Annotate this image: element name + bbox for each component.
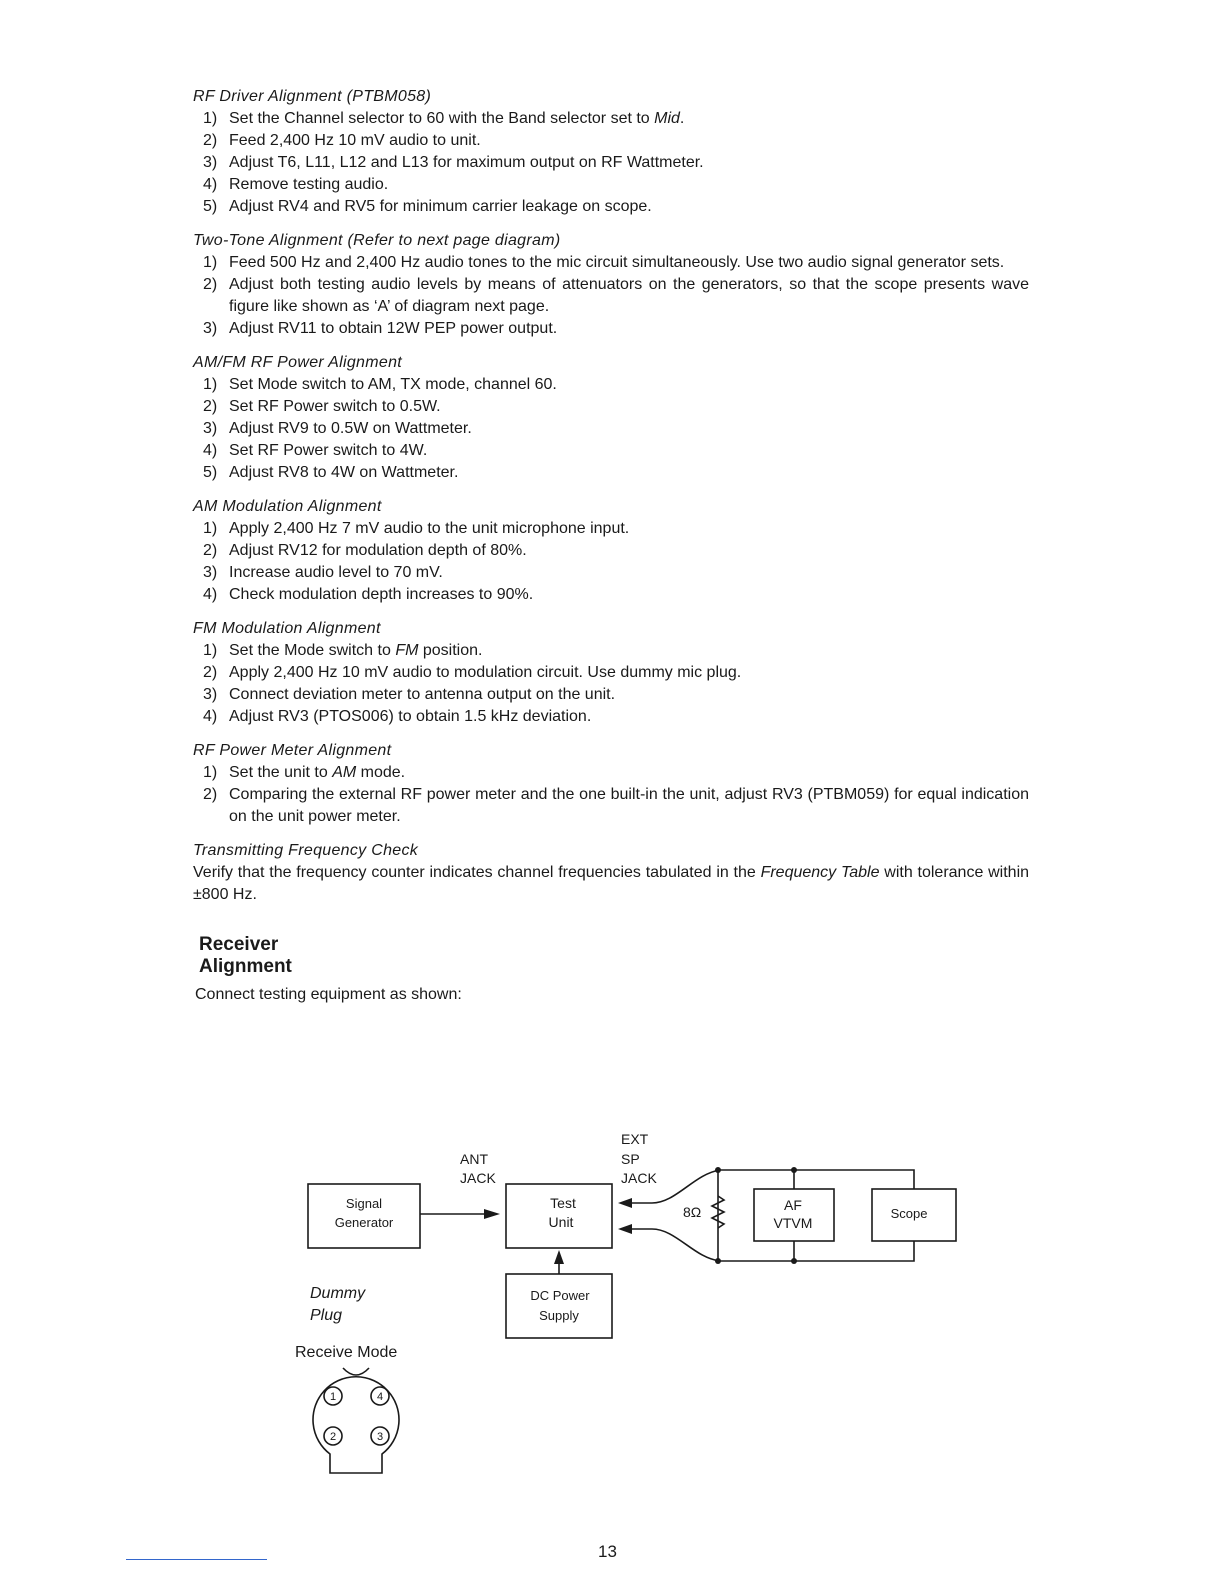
section-title: RF Power Meter Alignment xyxy=(193,742,392,759)
section-title: FM Modulation Alignment xyxy=(193,620,381,637)
frequency-table-reference: Frequency Table xyxy=(760,864,880,881)
test-unit-label: Test xyxy=(550,1195,576,1211)
pin-number: 3 xyxy=(376,1431,384,1443)
step-number: 2) xyxy=(203,132,218,149)
step-text: Feed 500 Hz and 2,400 Hz audio tones to the mic circuit simultaneously. Use two audio signal generator sets. xyxy=(229,254,1005,271)
section-title: Two-Tone Alignment (Refer to next page diagram) xyxy=(193,232,561,249)
step-text-part: Set the Channel selector to 60 with the Band selector set to xyxy=(229,110,655,127)
step-text-part: Set the unit to xyxy=(229,764,333,781)
step-text: Set RF Power switch to 4W. xyxy=(229,442,428,459)
resistor-value-label: 8Ω xyxy=(683,1204,702,1220)
step-number: 3) xyxy=(203,564,218,581)
junction-dot xyxy=(715,1258,721,1264)
step-text: Connect deviation meter to antenna output on the unit. xyxy=(229,686,616,703)
step-number: 3) xyxy=(203,420,218,437)
step-number: 3) xyxy=(203,154,218,171)
step-number: 4) xyxy=(203,176,218,193)
ext-sp-jack-label: JACK xyxy=(621,1170,657,1186)
speaker-cable-upper xyxy=(626,1170,914,1203)
section-title: Transmitting Frequency Check xyxy=(193,842,419,859)
page-number: 13 xyxy=(598,1542,617,1561)
step-text: Comparing the external RF power meter and the one built-in the unit, adjust RV3 (PTBM059) for equal indication on the unit power meter. xyxy=(229,786,1029,825)
arrow-speaker-upper xyxy=(618,1198,632,1208)
step-text: Adjust RV9 to 0.5W on Wattmeter. xyxy=(229,420,472,437)
step-number: 3) xyxy=(203,686,218,703)
pin-number: 2 xyxy=(329,1431,337,1443)
step-number: 1) xyxy=(203,764,218,781)
step-number: 1) xyxy=(203,254,218,271)
junction-dot xyxy=(715,1167,721,1173)
step-text: Adjust both testing audio levels by means of attenuators on the generators, so that the scope presents wave figure like shown as ‘A’ of diagram next page. xyxy=(229,276,1029,315)
receiver-intro: Connect testing equipment as shown: xyxy=(195,986,462,1003)
scope-label: Scope xyxy=(890,1206,928,1221)
step-text-part: position. xyxy=(418,642,483,659)
dummy-plug-key xyxy=(343,1368,369,1375)
pin-number: 4 xyxy=(376,1391,384,1403)
dummy-plug-label: Plug xyxy=(310,1307,343,1324)
af-vtvm-label: AF xyxy=(784,1197,802,1213)
step-number: 5) xyxy=(203,464,218,481)
step-text: Apply 2,400 Hz 10 mV audio to modulation circuit. Use dummy mic plug. xyxy=(229,664,742,681)
junction-dot xyxy=(791,1258,797,1264)
step-number: 2) xyxy=(203,664,218,681)
step-text-part: mode. xyxy=(356,764,406,781)
step-number: 3) xyxy=(203,320,218,337)
section-title: RF Driver Alignment (PTBM058) xyxy=(193,88,432,105)
receive-mode-label: Receive Mode xyxy=(295,1344,398,1361)
step-text: Apply 2,400 Hz 7 mV audio to the unit microphone input. xyxy=(229,520,630,537)
step-text: Increase audio level to 70 mV. xyxy=(229,564,443,581)
junction-dot xyxy=(791,1167,797,1173)
ant-jack-label: JACK xyxy=(460,1170,496,1186)
arrow-to-test-unit xyxy=(484,1209,500,1219)
test-unit-label: Unit xyxy=(548,1214,574,1230)
step-text: Adjust RV8 to 4W on Wattmeter. xyxy=(229,464,459,481)
arrow-speaker-lower xyxy=(618,1224,632,1234)
speaker-cable-lower xyxy=(626,1229,914,1261)
dc-power-supply-box xyxy=(506,1274,612,1338)
step-number: 2) xyxy=(203,542,218,559)
step-text: Adjust RV4 and RV5 for minimum carrier leakage on scope. xyxy=(229,198,652,215)
step-text: Adjust RV12 for modulation depth of 80%. xyxy=(229,542,527,559)
ant-jack-label: ANT xyxy=(460,1151,488,1167)
step-text: Adjust RV3 (PTOS006) to obtain 1.5 kHz deviation. xyxy=(229,708,592,725)
step-text: Adjust RV11 to obtain 12W PEP power output. xyxy=(229,320,558,337)
section-title: AM/FM RF Power Alignment xyxy=(193,354,403,371)
step-number: 5) xyxy=(203,198,218,215)
step-text: Set Mode switch to AM, TX mode, channel 60. xyxy=(229,376,557,393)
arrow-power-up xyxy=(554,1250,564,1264)
paragraph-text: with tolerance within ±800 Hz. xyxy=(193,864,1030,903)
step-number: 1) xyxy=(203,376,218,393)
af-vtvm-label: VTVM xyxy=(773,1215,813,1231)
signal-generator-label: Generator xyxy=(334,1215,394,1230)
dummy-plug-label: Dummy xyxy=(310,1285,366,1302)
step-text: Feed 2,400 Hz 10 mV audio to unit. xyxy=(229,132,481,149)
step-number: 2) xyxy=(203,398,218,415)
footer-rule xyxy=(126,1559,267,1560)
heading-line: Receiver xyxy=(199,934,279,955)
step-number: 1) xyxy=(203,642,218,659)
signal-generator-label: Signal xyxy=(345,1196,383,1211)
step-number: 1) xyxy=(203,520,218,537)
step-text-part: . xyxy=(679,110,685,127)
pin-number: 1 xyxy=(329,1391,337,1403)
step-number: 1) xyxy=(203,110,218,127)
heading-line: Alignment xyxy=(199,956,292,977)
step-text: Remove testing audio. xyxy=(229,176,389,193)
ext-sp-jack-label: EXT xyxy=(621,1131,649,1147)
step-text: Adjust T6, L11, L12 and L13 for maximum output on RF Wattmeter. xyxy=(229,154,704,171)
ext-sp-jack-label: SP xyxy=(621,1151,640,1167)
dc-power-supply-label: DC Power xyxy=(530,1288,590,1303)
dc-power-supply-label: Supply xyxy=(539,1308,579,1323)
step-number: 2) xyxy=(203,786,218,803)
step-text-emphasis: FM xyxy=(395,642,419,659)
step-number: 4) xyxy=(203,708,218,725)
section-title: AM Modulation Alignment xyxy=(193,498,382,515)
paragraph-text: Verify that the frequency counter indicates channel frequencies tabulated in the xyxy=(193,864,761,881)
step-number: 4) xyxy=(203,586,218,603)
step-text: Check modulation depth increases to 90%. xyxy=(229,586,534,603)
step-text-emphasis: AM xyxy=(332,764,357,781)
step-text: Set RF Power switch to 0.5W. xyxy=(229,398,441,415)
step-number: 2) xyxy=(203,276,218,293)
step-text-part: Set the Mode switch to xyxy=(229,642,396,659)
step-text-emphasis: Mid xyxy=(654,110,680,127)
step-number: 4) xyxy=(203,442,218,459)
